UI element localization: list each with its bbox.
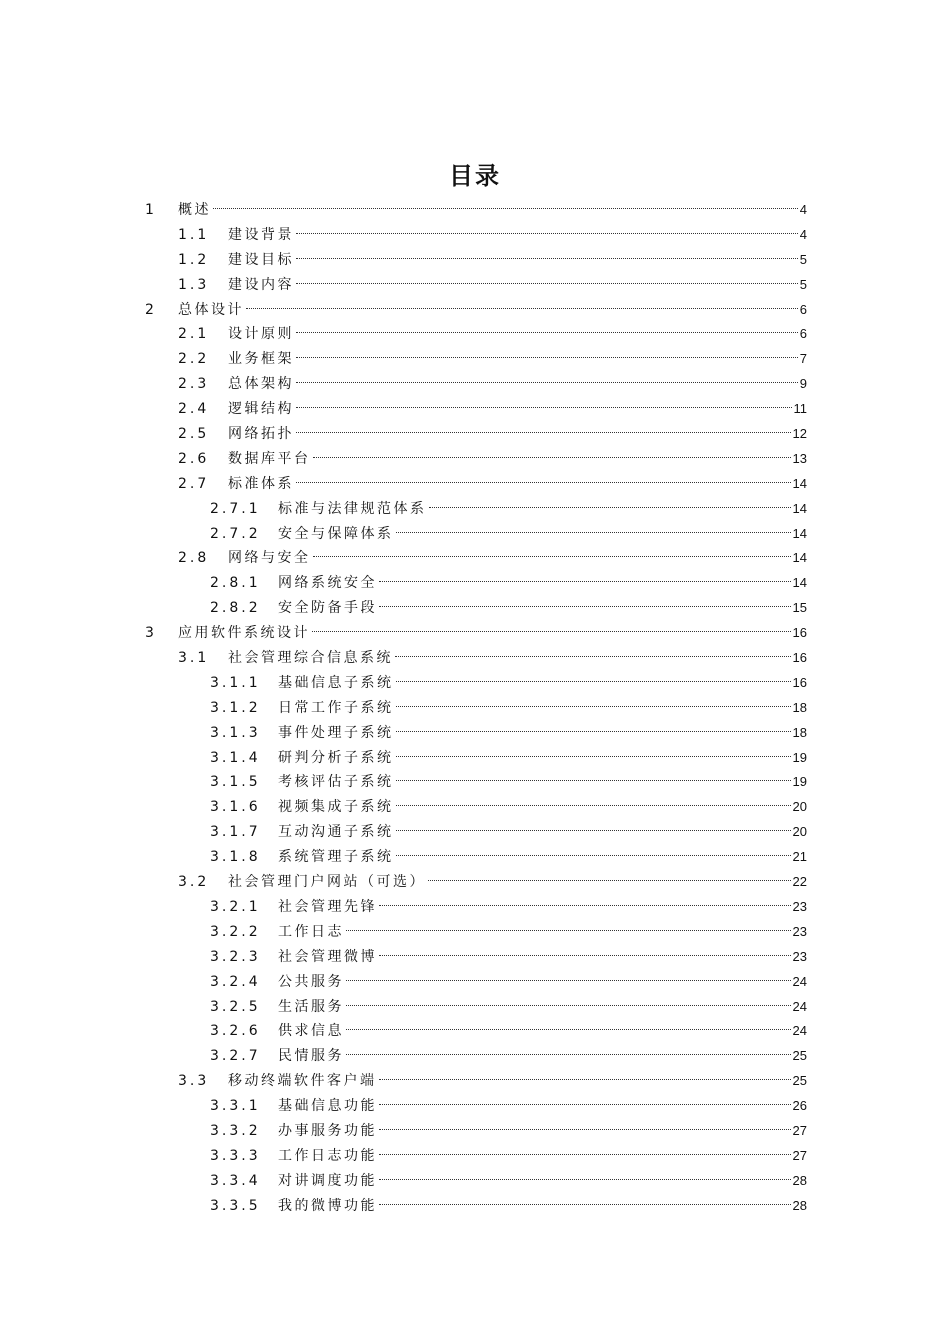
toc-entry[interactable] [0,646,950,671]
toc-entry-page: 12 [792,426,807,442]
toc-dot-leader [379,1104,791,1105]
toc-entry[interactable] [0,721,950,746]
toc-entry-page: 14 [792,500,807,516]
toc-dot-leader [313,556,791,557]
toc-entry[interactable] [0,1069,950,1094]
toc-entry-title: 对讲调度功能 [278,1172,377,1189]
toc-entry-page: 7 [799,351,807,367]
toc-dot-leader [313,457,791,458]
toc-dot-leader [296,407,792,408]
toc-entry-page: 23 [792,948,807,964]
toc-entry-number: 3.2.4 [210,973,261,990]
toc-entry[interactable] [0,945,950,970]
toc-dot-leader [346,1029,791,1030]
toc-entry-page: 14 [792,475,807,491]
toc-dot-leader [396,756,791,757]
toc-entry[interactable] [0,746,950,771]
toc-entry-title: 考核评估子系统 [278,774,394,791]
toc-entry-page: 4 [799,202,807,217]
toc-entry[interactable] [0,522,950,547]
toc-entry-title: 社会管理门户网站（可选） [228,874,426,891]
toc-entry-page: 24 [792,998,807,1014]
toc-dot-leader [346,930,791,931]
toc-entry[interactable] [0,845,950,870]
toc-entry-number: 3.3.3 [210,1147,261,1164]
toc-entry-title: 安全与保障体系 [278,525,394,542]
toc-entry-number: 2.7 [178,475,210,492]
toc-entry-title: 研判分析子系统 [278,749,394,766]
toc-dot-leader [296,482,791,483]
toc-entry-title: 移动终端软件客户端 [228,1073,377,1090]
toc-entry-number: 2.4 [178,401,210,418]
toc-entry-number: 2.3 [178,376,210,393]
toc-entry-number: 1.3 [178,276,210,293]
toc-dot-leader [346,980,791,981]
toc-dot-leader [296,283,798,284]
toc-entry[interactable] [0,1169,950,1194]
toc-entry-title: 设计原则 [228,326,294,343]
toc-entry-title: 基础信息子系统 [278,674,394,691]
toc-entry-title: 总体设计 [178,301,244,318]
toc-dot-leader [312,631,791,632]
toc-entry-title: 业务框架 [228,351,294,368]
toc-entry[interactable] [0,920,950,945]
toc-dot-leader [213,208,798,209]
toc-dot-leader [379,606,791,607]
toc-entry-title: 社会管理先锋 [278,898,377,915]
toc-entry[interactable] [0,995,950,1020]
toc-entry[interactable] [0,422,950,447]
toc-entry[interactable] [0,571,950,596]
toc-entry-number: 3 [145,625,157,642]
toc-entry[interactable] [0,198,950,223]
toc-entry-page: 20 [792,824,807,840]
toc-entry-page: 11 [793,401,807,417]
toc-entry[interactable] [0,696,950,721]
toc-entry-title: 工作日志 [278,923,344,940]
toc-entry-title: 建设内容 [228,276,294,293]
toc-entry-page: 6 [799,301,807,317]
toc-entry-page: 13 [792,450,807,466]
toc-entry[interactable] [0,447,950,472]
toc-entry-number: 2.2 [178,351,210,368]
toc-entry[interactable] [0,970,950,995]
toc-entry-number: 3.2.1 [210,898,261,915]
toc-entry[interactable] [0,596,950,621]
toc-entry-page: 19 [792,774,807,790]
toc-entry-title: 建设目标 [228,251,294,268]
toc-entry-title: 网络系统安全 [278,575,377,592]
toc-dot-leader [296,233,798,234]
toc-dot-leader [296,332,798,333]
toc-entry-title: 基础信息功能 [278,1098,377,1115]
toc-entry-number: 3.2.5 [210,998,261,1015]
toc-entry[interactable] [0,347,950,372]
toc-entry-title: 数据库平台 [228,450,311,467]
toc-entry-number: 1 [145,202,157,218]
toc-entry-title: 标准体系 [228,475,294,492]
toc-entry-number: 2 [145,301,157,318]
toc-dot-leader [396,780,791,781]
toc-entry-page: 26 [792,1098,807,1114]
toc-dot-leader [246,308,798,309]
toc-dot-leader [396,830,791,831]
toc-dot-leader [379,1079,791,1080]
toc-entry-number: 3.1.2 [210,699,261,716]
toc-entry-number: 3.1.8 [210,849,261,866]
toc-entry-title: 逻辑结构 [228,401,294,418]
toc-dot-leader [296,432,791,433]
toc-entry-number: 3.3.5 [210,1197,261,1214]
toc-entry[interactable] [0,671,950,696]
toc-entry-title: 供求信息 [278,1023,344,1040]
toc-entry-title: 网络拓扑 [228,426,294,443]
toc-entry[interactable] [0,397,950,422]
toc-entry-number: 2.6 [178,450,210,467]
toc-entry-page: 14 [792,575,807,591]
toc-entry-number: 3.1.3 [210,724,261,741]
toc-entry-page: 23 [792,898,807,914]
toc-entry-title: 标准与法律规范体系 [278,500,427,517]
toc-entry-title: 建设背景 [228,226,294,243]
toc-entry-page: 21 [792,849,807,865]
toc-entry-page: 16 [792,674,807,690]
toc-entry-title: 总体架构 [228,376,294,393]
toc-entry-title: 工作日志功能 [278,1147,377,1164]
toc-entry-page: 9 [799,376,807,392]
toc-entry[interactable] [0,248,950,273]
toc-entry[interactable] [0,546,950,571]
toc-entry-page: 25 [792,1048,807,1064]
toc-entry-number: 1.2 [178,251,210,268]
toc-entry[interactable] [0,1194,950,1219]
toc-entry-page: 19 [792,749,807,765]
toc-entry-number: 3.1.4 [210,749,261,766]
toc-entry-title: 网络与安全 [228,550,311,567]
toc-entry-number: 3.2.7 [210,1048,261,1065]
toc-dot-leader [379,1204,791,1205]
toc-entry-title: 互动沟通子系统 [278,824,394,841]
toc-entry-number: 2.7.1 [210,500,261,517]
toc-entry-page: 25 [792,1073,807,1089]
toc-dot-leader [296,357,798,358]
toc-entry-number: 2.1 [178,326,210,343]
toc-entry[interactable] [0,1144,950,1169]
toc-entry[interactable] [0,621,950,646]
toc-entry-number: 3.1 [178,650,210,667]
toc-entry[interactable] [0,223,950,248]
toc-dot-leader [379,1179,791,1180]
toc-entry-title: 应用软件系统设计 [178,625,310,642]
toc-entry[interactable] [0,472,950,497]
toc-entry-page: 20 [792,799,807,815]
toc-dot-leader [396,731,791,732]
toc-entry-page: 6 [799,326,807,342]
toc-dot-leader [379,905,791,906]
table-of-contents [0,198,950,1219]
toc-dot-leader [428,880,791,881]
toc-entry-title: 日常工作子系统 [278,699,394,716]
toc-entry-title: 社会管理综合信息系统 [228,650,393,667]
toc-entry-number: 3.2 [178,874,210,891]
toc-entry[interactable] [0,820,950,845]
toc-entry-title: 系统管理子系统 [278,849,394,866]
toc-entry-title: 民情服务 [278,1048,344,1065]
toc-entry-number: 3.2.3 [210,948,261,965]
toc-entry-page: 14 [792,525,807,541]
toc-entry-title: 社会管理微博 [278,948,377,965]
toc-entry-number: 1.1 [178,226,210,243]
toc-dot-leader [296,258,798,259]
toc-entry-title: 视频集成子系统 [278,799,394,816]
toc-entry-page: 24 [792,973,807,989]
toc-entry-page: 27 [792,1122,807,1138]
toc-dot-leader [379,1154,791,1155]
toc-entry-number: 3.2.2 [210,923,261,940]
toc-entry-title: 概述 [178,202,211,218]
toc-entry[interactable] [0,372,950,397]
toc-entry-number: 3.3.2 [210,1122,261,1139]
toc-entry-title: 我的微博功能 [278,1197,377,1214]
toc-entry-page: 18 [792,699,807,715]
toc-entry-page: 16 [792,650,807,666]
toc-entry-number: 3.1.5 [210,774,261,791]
toc-entry-title: 公共服务 [278,973,344,990]
toc-entry-number: 3.3.1 [210,1098,261,1115]
toc-dot-leader [379,955,791,956]
toc-dot-leader [396,706,791,707]
toc-entry-page: 28 [792,1172,807,1188]
toc-entry-page: 5 [799,251,807,267]
toc-entry-number: 2.8 [178,550,210,567]
toc-dot-leader [379,581,791,582]
toc-entry-page: 5 [799,276,807,292]
toc-entry-page: 27 [792,1147,807,1163]
toc-dot-leader [396,681,791,682]
toc-entry-page: 18 [792,724,807,740]
toc-entry[interactable] [0,795,950,820]
toc-entry[interactable] [0,322,950,347]
toc-entry[interactable] [0,273,950,298]
toc-entry-title: 安全防备手段 [278,600,377,617]
toc-entry-page: 24 [792,1023,807,1039]
toc-entry-number: 3.1.7 [210,824,261,841]
toc-entry-number: 2.7.2 [210,525,261,542]
toc-entry-page: 16 [792,625,807,641]
toc-entry-number: 3.1.6 [210,799,261,816]
toc-entry-number: 2.8.2 [210,600,261,617]
toc-entry-title: 办事服务功能 [278,1122,377,1139]
toc-entry-page: 14 [792,550,807,566]
toc-entry[interactable] [0,870,950,895]
toc-entry-number: 3.2.6 [210,1023,261,1040]
toc-entry[interactable] [0,1019,950,1044]
toc-entry-page: 28 [792,1197,807,1213]
toc-dot-leader [296,382,798,383]
toc-entry[interactable] [0,298,950,323]
page-title: 目录 [449,162,501,190]
toc-dot-leader [346,1005,791,1006]
toc-entry-number: 3.3 [178,1073,210,1090]
toc-dot-leader [395,656,791,657]
toc-entry-number: 2.5 [178,426,210,443]
toc-dot-leader [429,507,791,508]
toc-entry[interactable] [0,1044,950,1069]
toc-dot-leader [396,855,791,856]
toc-dot-leader [346,1054,791,1055]
toc-entry[interactable] [0,497,950,522]
toc-entry-title: 生活服务 [278,998,344,1015]
toc-entry[interactable] [0,770,950,795]
toc-entry-page: 15 [792,600,807,616]
toc-entry-number: 3.3.4 [210,1172,261,1189]
toc-entry[interactable] [0,1094,950,1119]
toc-entry-page: 4 [799,226,807,242]
toc-entry-page: 22 [792,874,807,890]
toc-entry-page: 23 [792,923,807,939]
toc-entry-title: 事件处理子系统 [278,724,394,741]
toc-dot-leader [379,1129,791,1130]
toc-entry[interactable] [0,1119,950,1144]
toc-dot-leader [396,532,791,533]
toc-entry-number: 2.8.1 [210,575,261,592]
toc-dot-leader [396,805,791,806]
toc-entry[interactable] [0,895,950,920]
toc-entry-number: 3.1.1 [210,674,261,691]
